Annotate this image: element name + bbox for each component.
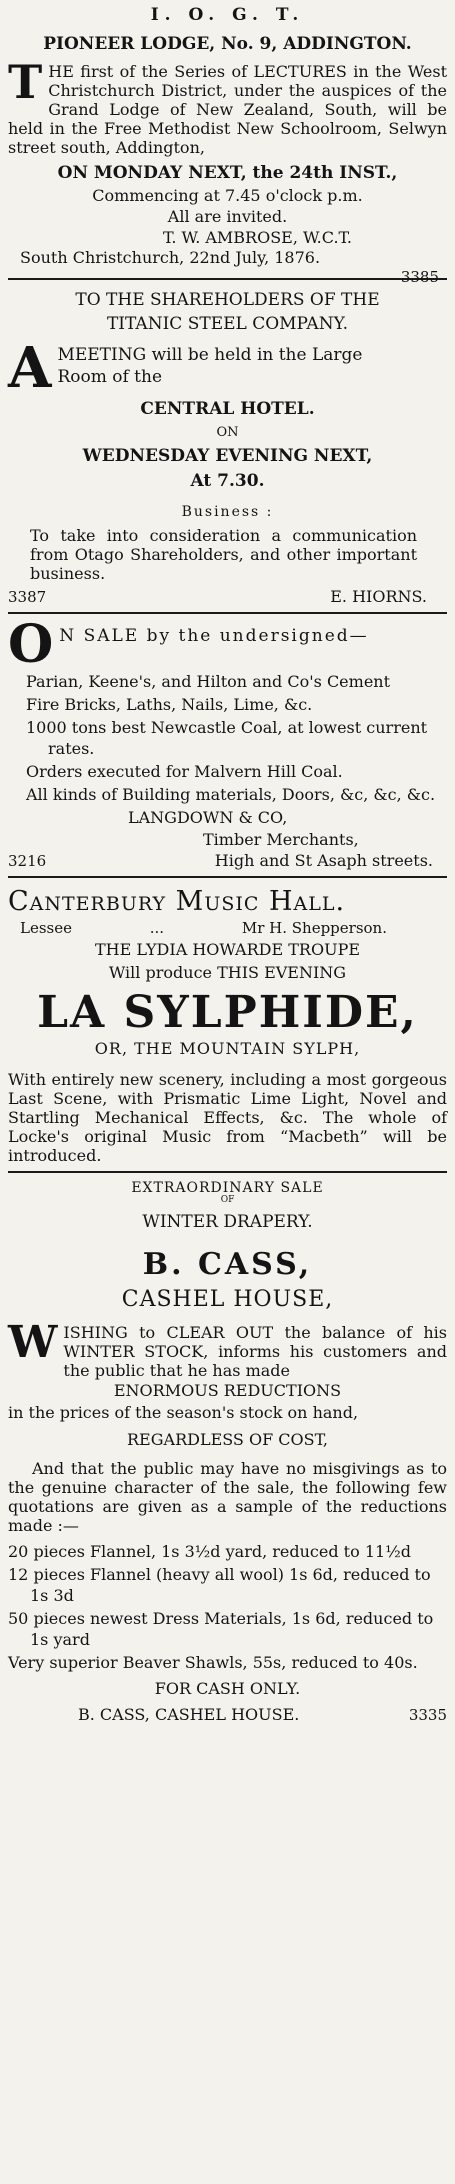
notice-body: HE first of the Series of LECTURES in the West Christchurch District, under the auspices of the Grand Lodge of New Zealand, South, will be held in the Free Methodist New Schoolroom, Selwyn street south, Addington, <box>8 62 447 157</box>
footer-row <box>8 1705 447 1724</box>
on-label: ON <box>216 424 239 440</box>
quotation-item: 50 pieces newest Dress Materials, 1s 6d, reduced to 1s yard <box>8 1608 434 1649</box>
divider <box>8 876 447 878</box>
cash-only: FOR CASH ONLY. <box>154 1678 301 1698</box>
show-body: With entirely new scenery, including a most gorgeous Last Scene, with Prismatic Lime Light, Novel and Startling Mechanical Effects, &c. The whole of Locke's original Music from “Macbeth” will be introduced. <box>8 1069 447 1165</box>
notice-body-block <box>8 55 447 157</box>
ref-number: 3385 <box>400 268 439 286</box>
show-title: LA SYLPHIDE, <box>37 986 418 1038</box>
extraordinary-sale: EXTRAORDINARY SALE <box>131 1179 324 1196</box>
langdown-sale <box>8 613 447 870</box>
invite-line: All are invited. <box>167 207 288 226</box>
drop-cap: A <box>8 335 52 401</box>
titanic-steel-meeting <box>8 288 447 606</box>
quotation-item: 12 pieces Flannel (heavy all wool) 1s 6d, reduced to 1s 3d <box>8 1564 431 1605</box>
sale-items <box>8 671 447 805</box>
enormous-reductions: ENORMOUS REDUCTIONS <box>113 1380 342 1400</box>
merchant-name: B. CASS, <box>142 1246 313 1282</box>
ad-heading-1: TO THE SHAREHOLDERS OF THE <box>75 290 380 310</box>
prices-line: in the prices of the season's stock on hand, <box>8 1402 359 1422</box>
divider <box>8 1171 447 1173</box>
ref-number: 3335 <box>408 1705 447 1724</box>
footer-row <box>8 851 447 870</box>
quotation-item: Very superior Beaver Shawls, 55s, reduced to 40s. <box>8 1652 418 1672</box>
quotation-item: 20 pieces Flannel, 1s 3½d yard, reduced to 11½d <box>8 1541 411 1561</box>
sale-para: And that the public may have no misgivings as to the genuine character of the sale, the following few quotations are given as a sample of the reductions made :— <box>8 1458 447 1535</box>
drop-cap: T <box>8 55 43 109</box>
place-date: South Christchurch, 22nd July, 1876. <box>20 248 321 267</box>
sale-intro: ISHING to CLEAR OUT the balance of his WINTER STOCK, informs his customers and the public that he has made <box>63 1322 447 1380</box>
business-label: Business : <box>181 503 274 520</box>
iogt-lecture-notice <box>8 4 447 286</box>
firm-address: High and St Asaph streets. <box>214 850 433 870</box>
footer-row <box>8 587 447 606</box>
lodge-heading: PIONEER LODGE, No. 9, ADDINGTON. <box>43 34 412 54</box>
signature: E. HIORNS. <box>330 586 427 606</box>
quotation-list <box>8 1541 447 1673</box>
drapery-heading: WINTER DRAPERY. <box>142 1211 313 1232</box>
ad-title: I. O. G. T. <box>150 5 305 25</box>
lessee-dots: ... <box>149 918 165 937</box>
music-hall-ad <box>8 886 447 1165</box>
signature: T. W. AMBROSE, W.C.T. <box>163 228 352 247</box>
ref-number: 3216 <box>8 851 47 870</box>
produce-line: Will produce THIS EVENING <box>108 962 347 982</box>
cass-sale-ad <box>8 1181 447 1724</box>
meeting-body-1: MEETING will be held in the Large <box>57 345 363 365</box>
sale-intro-block <box>8 1316 447 1380</box>
meeting-time: At 7.30. <box>190 470 265 491</box>
sale-item: Orders executed for Malvern Hill Coal. <box>26 761 343 781</box>
meeting-when: WEDNESDAY EVENING NEXT, <box>82 445 373 466</box>
troupe-name: THE LYDIA HOWARDE TROUPE <box>94 939 361 959</box>
footer-name: B. CASS, CASHEL HOUSE. <box>78 1704 300 1724</box>
sale-heading: N SALE by the undersigned— <box>59 625 369 646</box>
drop-cap: O <box>8 613 54 675</box>
venue: CENTRAL HOTEL. <box>140 398 315 419</box>
sale-item: Parian, Keene's, and Hilton and Co's Cement <box>26 671 391 691</box>
lessee-row <box>8 918 447 938</box>
lessee-label: Lessee <box>20 918 72 937</box>
meeting-body-block <box>8 335 447 401</box>
date-line: ON MONDAY NEXT, the 24th INST., <box>57 163 398 183</box>
sale-item: Fire Bricks, Laths, Nails, Lime, &c. <box>26 694 313 714</box>
footer-row <box>8 248 447 268</box>
ref-number: 3387 <box>8 587 47 606</box>
ad-heading-2: TITANIC STEEL COMPANY. <box>106 314 349 334</box>
meeting-body-2: Room of the <box>57 367 163 387</box>
drop-cap: W <box>8 1316 58 1368</box>
divider <box>8 612 447 614</box>
hall-title: Canterbury Music Hall. <box>8 885 346 917</box>
of-label: OF <box>220 1194 235 1205</box>
sale-item: 1000 tons best Newcastle Coal, at lowest current rates. <box>26 717 428 758</box>
time-line: Commencing at 7.45 o'clock p.m. <box>92 186 363 205</box>
show-subtitle: OR, THE MOUNTAIN SYLPH, <box>94 1038 361 1058</box>
firm-name: LANGDOWN & CO, <box>128 807 288 827</box>
firm-trade: Timber Merchants, <box>203 829 359 849</box>
regardless-of-cost: REGARDLESS OF COST, <box>127 1429 328 1449</box>
business-text: To take into consideration a communication from Otago Shareholders, and other important business. <box>30 525 417 583</box>
lessee-name: Mr H. Shepperson. <box>241 918 387 937</box>
sale-heading-block <box>8 613 447 675</box>
merchant-house: CASHEL HOUSE, <box>121 1286 334 1312</box>
sale-item: All kinds of Building materials, Doors, &c, &c, &c. <box>26 784 436 804</box>
